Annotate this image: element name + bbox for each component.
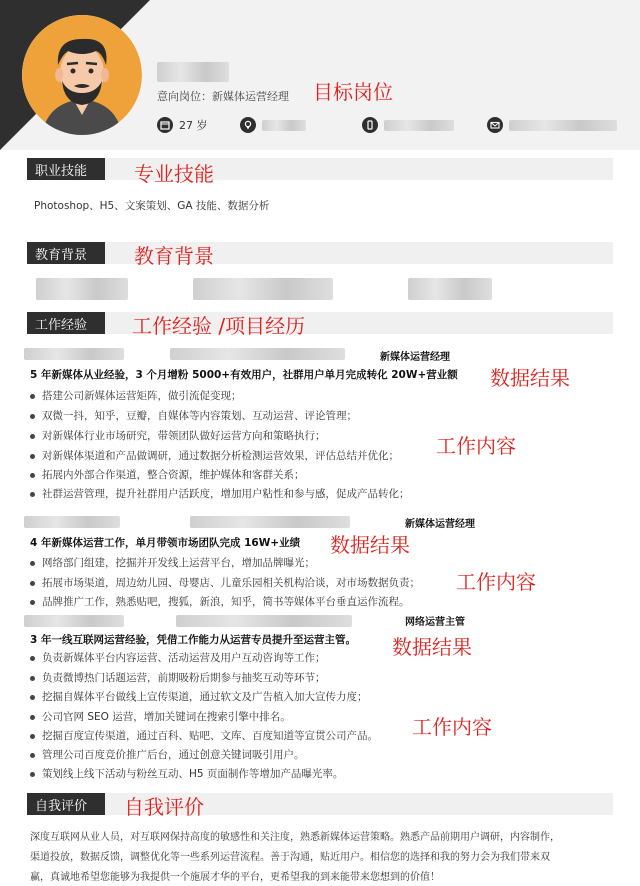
job3-duty: 负责新媒体平台内容运营、活动运营及用户互动咨询等工作； [30, 650, 326, 665]
note-education: 教育背景 [134, 244, 214, 268]
note-self-evaluation: 自我评价 [124, 795, 204, 819]
job1-duty: 搭建公司新媒体运营矩阵，做引流促变现； [30, 388, 242, 403]
job2-company-redacted [190, 516, 350, 528]
job1-duty: 社群运营管理，提升社群用户活跃度，增加用户粘性和参与感，促成产品转化； [30, 486, 410, 501]
phone-redacted [384, 120, 454, 131]
job1-company-redacted [170, 348, 345, 360]
location-item [240, 114, 306, 136]
job3-duty: 管理公司百度竞价推广后台，通过创意关键词吸引用户。 [30, 747, 305, 762]
job3-company-redacted [176, 615, 352, 627]
email-redacted [509, 120, 617, 131]
job1-summary: 5 年新媒体从业经验，3 个月增粉 5000+有效用户，社群用户单月完成转化 20W+营业额 [30, 369, 458, 381]
job3-role: 网络运营主管 [405, 617, 465, 628]
job1-date-redacted [24, 348, 124, 360]
self-evaluation-section-title: 自我评价 [27, 793, 105, 815]
note-job2-content: 工作内容 [456, 570, 536, 594]
location-redacted [262, 120, 306, 131]
note-job3-content: 工作内容 [412, 715, 492, 739]
job2-date-redacted [24, 516, 120, 528]
self-evaluation-line: 深度互联网从业人员，对互联网保持高度的敏感性和关注度，熟悉新媒体运营策略。熟悉产品前期用户调研，内容制作， [30, 832, 560, 843]
job2-duty: 网络部门组建，挖掘并开发线上运营平台，增加品牌曝光； [30, 555, 315, 570]
job1-duty: 对新媒体行业市场研究，带领团队做好运营方向和策略执行； [30, 428, 326, 443]
job2-summary: 4 年新媒体运营工作，单月带领市场团队完成 16W+业绩 [30, 537, 301, 549]
self-evaluation-line: 赢，真诚地希望您能够为我提供一个施展才华的平台，更希望我的到来能带来您想到的价值！ [30, 872, 440, 883]
self-evaluation-line: 渠道投放，数据反馈，调整优化等一些系列运营流程。善于沟通，贴近用户。相信您的选择和我的努力会为我们带来双 [30, 852, 550, 863]
job1-role: 新媒体运营经理 [380, 352, 450, 363]
note-job1-content: 工作内容 [436, 434, 516, 458]
name-redacted [157, 62, 229, 82]
self-evaluation-section-header [27, 793, 613, 815]
job1-duty: 双微一抖，知乎，豆瓣，自媒体等内容策划、互动运营、评论管理； [30, 408, 357, 423]
self-evaluation-text [30, 828, 614, 886]
job3-date-redacted [24, 615, 124, 627]
job2-duty: 品牌推广工作，熟悉贴吧，搜狐，新浪，知乎，简书等媒体平台垂直运作流程。 [30, 594, 410, 609]
job3-duty: 策划线上线下活动与粉丝互动、H5 页面制作等增加产品曝光率。 [30, 766, 343, 781]
job1-duty: 对新媒体渠道和产品做调研，通过数据分析检测运营效果，评估总结并优化； [30, 448, 399, 463]
education-date-redacted [408, 278, 492, 300]
job2-duty: 拓展市场渠道，周边幼儿园、母婴店、儿童乐园相关机构洽谈，对市场数据负责； [30, 575, 420, 590]
experience-section-title: 工作经验 [27, 312, 105, 334]
skills-section-header [27, 158, 613, 180]
location-pin-icon [240, 117, 256, 133]
phone-item [362, 114, 454, 136]
job3-duty: 公司官网 SEO 运营，增加关键词在搜索引擎中排名。 [30, 709, 291, 724]
note-skills: 专业技能 [134, 162, 214, 186]
calendar-icon [157, 117, 173, 133]
age-item [157, 114, 208, 136]
job1-duty: 拓展内外部合作渠道，整合资源，维护媒体和客群关系； [30, 467, 305, 482]
intended-position: 意向岗位：新媒体运营经理 [157, 90, 289, 103]
note-job1-result: 数据结果 [490, 366, 570, 390]
note-job3-result: 数据结果 [392, 635, 472, 659]
experience-section-header [27, 312, 613, 334]
job3-duty: 挖掘百度宣传渠道，通过百科、贴吧、文库、百度知道等宣贯公司产品。 [30, 728, 378, 743]
education-section-header [27, 242, 613, 264]
note-job2-result: 数据结果 [330, 533, 410, 557]
age-value: 27 岁 [179, 119, 208, 132]
contact-info-row [0, 114, 640, 136]
skills-section-title: 职业技能 [27, 158, 105, 180]
phone-icon [362, 117, 378, 133]
note-experience: 工作经验 /项目经历 [132, 314, 306, 338]
job3-duty: 负责微博热门话题运营，前期吸粉后期参与抽奖互动等环节； [30, 670, 326, 685]
job2-role: 新媒体运营经理 [405, 519, 475, 530]
education-section-title: 教育背景 [27, 242, 105, 264]
job3-duty: 挖掘自媒体平台做线上宣传渠道，通过软文及广告植入加大宣传力度； [30, 689, 368, 704]
note-target-position: 目标岗位 [313, 80, 393, 104]
email-icon [487, 117, 503, 133]
job3-summary: 3 年一线互联网运营经验，凭借工作能力从运营专员提升至运营主管。 [30, 634, 356, 646]
education-major-redacted [193, 278, 333, 300]
education-school-redacted [36, 278, 128, 300]
email-item [487, 114, 617, 136]
skills-content: Photoshop、H5、文案策划、GA 技能、数据分析 [34, 200, 270, 212]
